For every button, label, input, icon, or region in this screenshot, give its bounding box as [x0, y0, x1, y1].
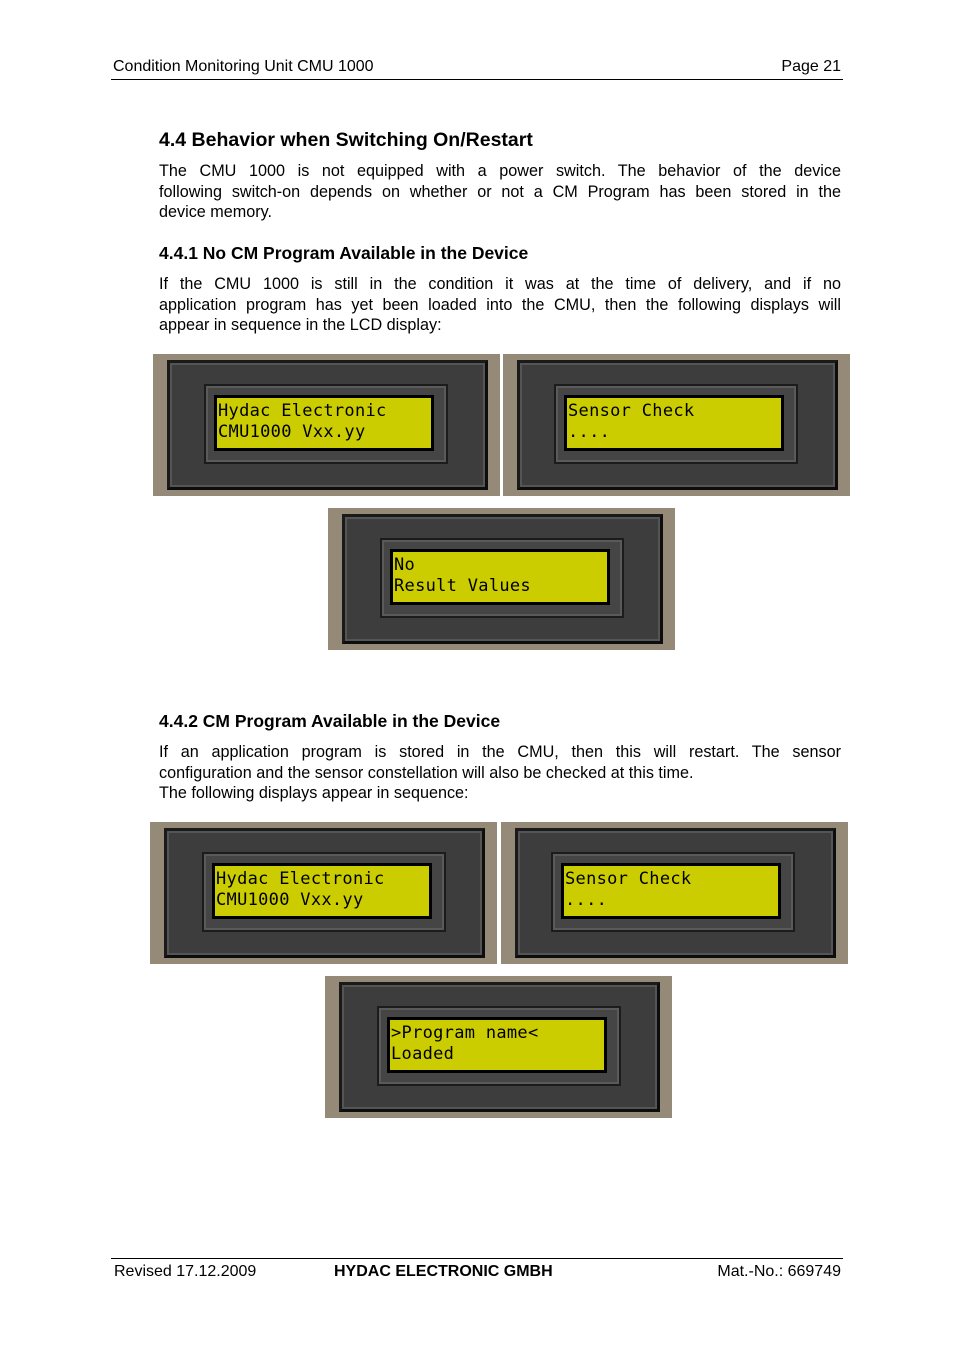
lcd-screen — [561, 863, 781, 919]
lcd-frame — [202, 852, 446, 932]
header-rule — [111, 79, 843, 80]
paragraph-line: application program has yet been loaded into the CMU, then the following displays will — [159, 295, 841, 314]
lcd-line-1: Hydac Electronic — [218, 401, 387, 421]
paragraph-line: device memory. — [159, 203, 273, 222]
lcd-line-1: Sensor Check — [568, 401, 695, 421]
lcd-line-1: >Program name< — [391, 1023, 539, 1043]
lcd-display-3 — [328, 508, 675, 650]
lcd-frame — [554, 384, 798, 464]
lcd-line-2: .... — [568, 422, 611, 442]
lcd-display-1 — [153, 354, 500, 496]
paragraph-line: The following displays appear in sequence: — [159, 784, 469, 803]
lcd-line-2: Result Values — [394, 576, 531, 596]
lcd-display-4 — [150, 822, 497, 964]
lcd-display-2 — [503, 354, 850, 496]
paragraph-line: following switch-on depends on whether or not a CM Program has been stored in the — [159, 182, 841, 201]
paragraph-line: If an application program is stored in the CMU, then this will restart. The sensor — [159, 743, 841, 761]
section-4-4-2-paragraph — [159, 742, 841, 804]
lcd-frame — [377, 1006, 621, 1086]
paragraph-line: configuration and the sensor constellation will also be checked at this time. — [159, 763, 694, 782]
lcd-frame — [551, 852, 795, 932]
section-heading-4-4-2: 4.4.2 CM Program Available in the Device — [159, 711, 501, 731]
lcd-line-2: .... — [565, 890, 608, 910]
lcd-screen — [387, 1017, 607, 1073]
paragraph-line: appear in sequence in the LCD display: — [159, 316, 442, 335]
lcd-screen — [214, 395, 434, 451]
lcd-screen — [564, 395, 784, 451]
paragraph-line: If the CMU 1000 is still in the condition it was at the time of delivery, and if no — [159, 275, 841, 293]
page-number: Page 21 — [781, 58, 841, 75]
paragraph-line: The CMU 1000 is not equipped with a power switch. The behavior of the device — [159, 162, 841, 180]
lcd-screen — [390, 549, 610, 605]
lcd-line-1: Hydac Electronic — [216, 869, 385, 889]
header-title: Condition Monitoring Unit CMU 1000 — [113, 58, 374, 75]
lcd-screen — [212, 863, 432, 919]
lcd-display-5 — [501, 822, 848, 964]
footer-revised: Revised 17.12.2009 — [114, 1263, 257, 1280]
lcd-line-2: CMU1000 Vxx.yy — [218, 422, 366, 442]
lcd-frame — [380, 538, 624, 618]
footer-rule — [111, 1258, 843, 1259]
section-4-4-paragraph — [159, 161, 841, 223]
lcd-display-6 — [325, 976, 672, 1118]
footer-company: HYDAC ELECTRONIC GMBH — [334, 1263, 553, 1280]
lcd-line-2: Loaded — [391, 1044, 455, 1064]
lcd-frame — [204, 384, 448, 464]
lcd-line-2: CMU1000 Vxx.yy — [216, 890, 364, 910]
lcd-line-1: No — [394, 555, 416, 575]
footer-mat-no: Mat.-No.: 669749 — [717, 1263, 841, 1280]
lcd-line-1: Sensor Check — [565, 869, 692, 889]
section-4-4-1-paragraph — [159, 274, 841, 336]
section-heading-4-4: 4.4 Behavior when Switching On/Restart — [159, 129, 533, 151]
section-heading-4-4-1: 4.4.1 No CM Program Available in the Device — [159, 243, 529, 263]
